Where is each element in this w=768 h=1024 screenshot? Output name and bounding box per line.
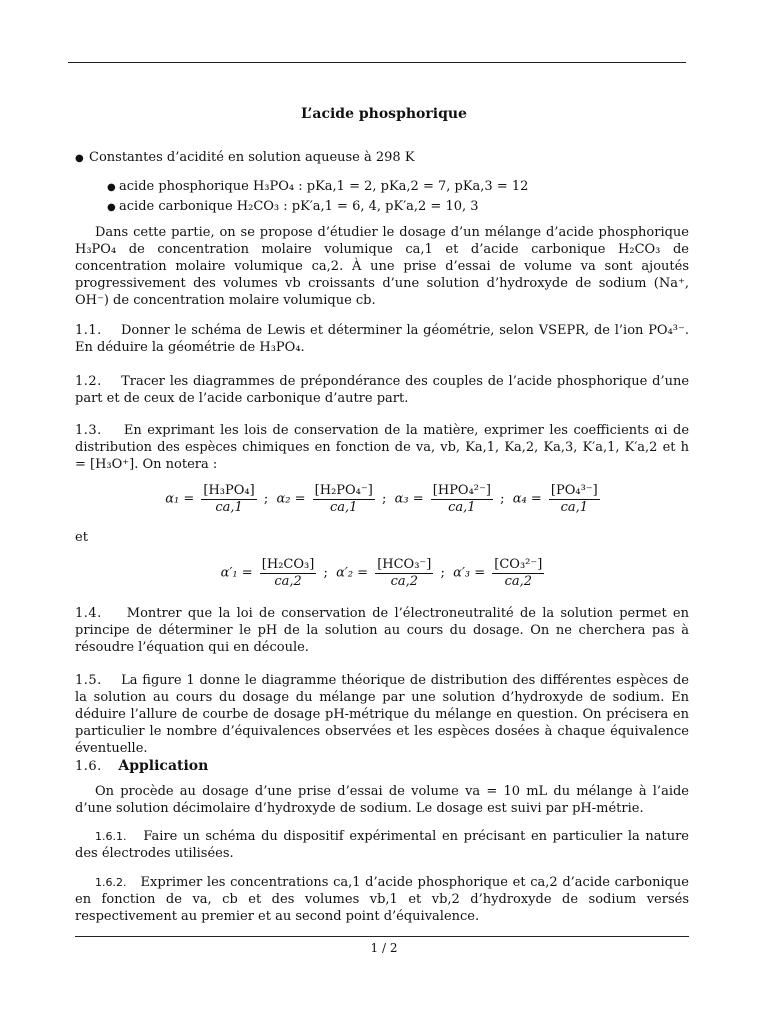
application-paragraph: On procède au dosage d’une prise d’essai de volume va = 10 mL du mélange à l’aide d’une solution décimolaire d’hydroxyde de sodium. Le dosage est suivi par pH-métrie. [75,784,689,816]
question-1-1 [75,322,689,356]
alpha-4-label: α₄ = [512,491,542,507]
numerator: [H₂CO₃] [261,557,315,572]
fraction [492,557,544,589]
fraction [549,483,600,515]
question-text: Donner le schéma de Lewis et déterminer la géométrie, selon VSEPR, de l’ion PO₄³⁻. En déduire la géométrie de H₃PO₄. [75,323,690,355]
bullet-icon: ● [75,153,84,164]
separator: ; [500,491,505,507]
section-heading: Application [118,758,209,774]
page-title: L’acide phosphorique [301,106,467,122]
separator: ; [323,565,328,581]
question-number: 1.6.2. [95,876,127,889]
section-number: 1.6. [75,759,102,774]
question-text: En exprimant les lois de conservation de la matière, exprimer les coefficients αi de distribution des espèces chimiques en fonction de va, vb, Ka,1, Ka,2, Ka,3, K′a,1, K′a,2 et h = [H₃O⁺]. On notera : [75,423,690,472]
denominator: ca,2 [504,574,533,589]
question-text: Montrer que la loi de conservation de l’électroneutralité de la solution permet en principe de déterminer le pH de la solution au cours du dosage. On ne cherchera pas à résoudre l’équation qui en découle. [75,606,689,655]
alpha-3-label: α₃ = [394,491,424,507]
top-rule [68,62,686,63]
fraction [260,557,317,589]
fraction [313,483,375,515]
alpha-prime-1-label: α′₁ = [220,565,253,581]
constant-phosphoric-text: acide phosphorique H₃PO₄ : pKa,1 = 2, pKa,2 = 7, pKa,3 = 12 [119,179,529,194]
question-1-5 [75,672,689,757]
denominator: ca,1 [448,500,476,515]
fraction [201,483,256,515]
bullet-icon: ● [107,182,116,193]
alpha-prime-3-label: α′₃ = [453,565,486,581]
alpha-prime-2-label: α′₂ = [336,565,369,581]
constants-intro: Constantes d’acidité en solution aqueuse à 298 K [89,150,415,165]
numerator: [PO₄³⁻] [550,483,598,498]
bullet-icon: ● [107,202,116,213]
question-number: 1.5. [75,673,102,688]
denominator: ca,1 [560,500,589,515]
question-text: Tracer les diagrammes de prépondérance des couples de l’acide phosphorique d’une part et de ceux de l’acide carbonique d’autre part. [75,374,690,406]
numerator: [HPO₄²⁻] [432,483,491,498]
question-1-3 [75,422,689,473]
separator: ; [263,491,269,507]
question-1-6-1 [75,828,689,862]
numerator: [HCO₃⁻] [377,557,432,572]
question-number: 1.1. [75,323,102,338]
question-number: 1.6.1. [95,830,127,843]
question-text: Faire un schéma du dispositif expérimental en précisant en particulier la nature des électrodes utilisées. [75,829,689,861]
numerator: [H₂PO₄⁻] [314,483,373,498]
section-1-6-heading [75,758,689,775]
question-1-6-2 [75,874,689,925]
alpha-equations-phosphoric [0,483,768,515]
question-1-4 [75,605,689,656]
numerator: [CO₃²⁻] [494,557,543,572]
page-number: 1 / 2 [370,941,398,955]
fraction [375,557,433,589]
question-number: 1.2. [75,374,102,389]
bottom-rule [75,936,689,937]
denominator: ca,2 [390,574,418,589]
fraction [431,483,493,515]
question-number: 1.3. [75,423,102,438]
alpha-equations-carbonic [0,557,768,589]
denominator: ca,2 [274,574,302,589]
question-1-2 [75,373,689,407]
denominator: ca,1 [330,500,358,515]
alpha-1-label: α₁ = [165,491,195,507]
question-text: Exprimer les concentrations ca,1 d’acide phosphorique et ca,2 d’acide carbonique en fonction de va, cb et des volumes vb,1 et vb,2 d’hydroxyde de sodium versés respectivement au premier et au second point d’équivalence. [75,875,689,924]
question-text: La figure 1 donne le diagramme théorique de distribution des différentes espèces de la solution au cours du dosage du mélange par une solution d’hydroxyde de sodium. En déduire l’allure de courbe de dosage pH-métrique du mélange en question. On précisera en particulier le nombre d’équivalences observées et les espèces dosées à chaque équivalence éventuelle. [75,673,689,756]
et-text: et [75,530,88,545]
intro-paragraph: Dans cette partie, on se propose d’étudier le dosage d’un mélange d’acide phosphorique H₃PO₄ de concentration molaire volumique ca,1 et d’acide carbonique H₂CO₃ de concentration molaire volumique ca,2. À une prise d’essai de volume va sont ajoutés progressivement des volumes vb croissants d’une solution d’hydroxyde de sodium (Na⁺, OH⁻) de concentration molaire volumique cb. [75,225,689,308]
alpha-2-label: α₂ = [276,491,306,507]
constant-carbonic-text: acide carbonique H₂CO₃ : pK′a,1 = 6, 4, pK′a,2 = 10, 3 [119,199,479,214]
denominator: ca,1 [215,500,243,515]
numerator: [H₃PO₄] [203,483,255,498]
separator: ; [440,565,445,581]
question-number: 1.4. [75,606,102,621]
separator: ; [381,491,387,507]
